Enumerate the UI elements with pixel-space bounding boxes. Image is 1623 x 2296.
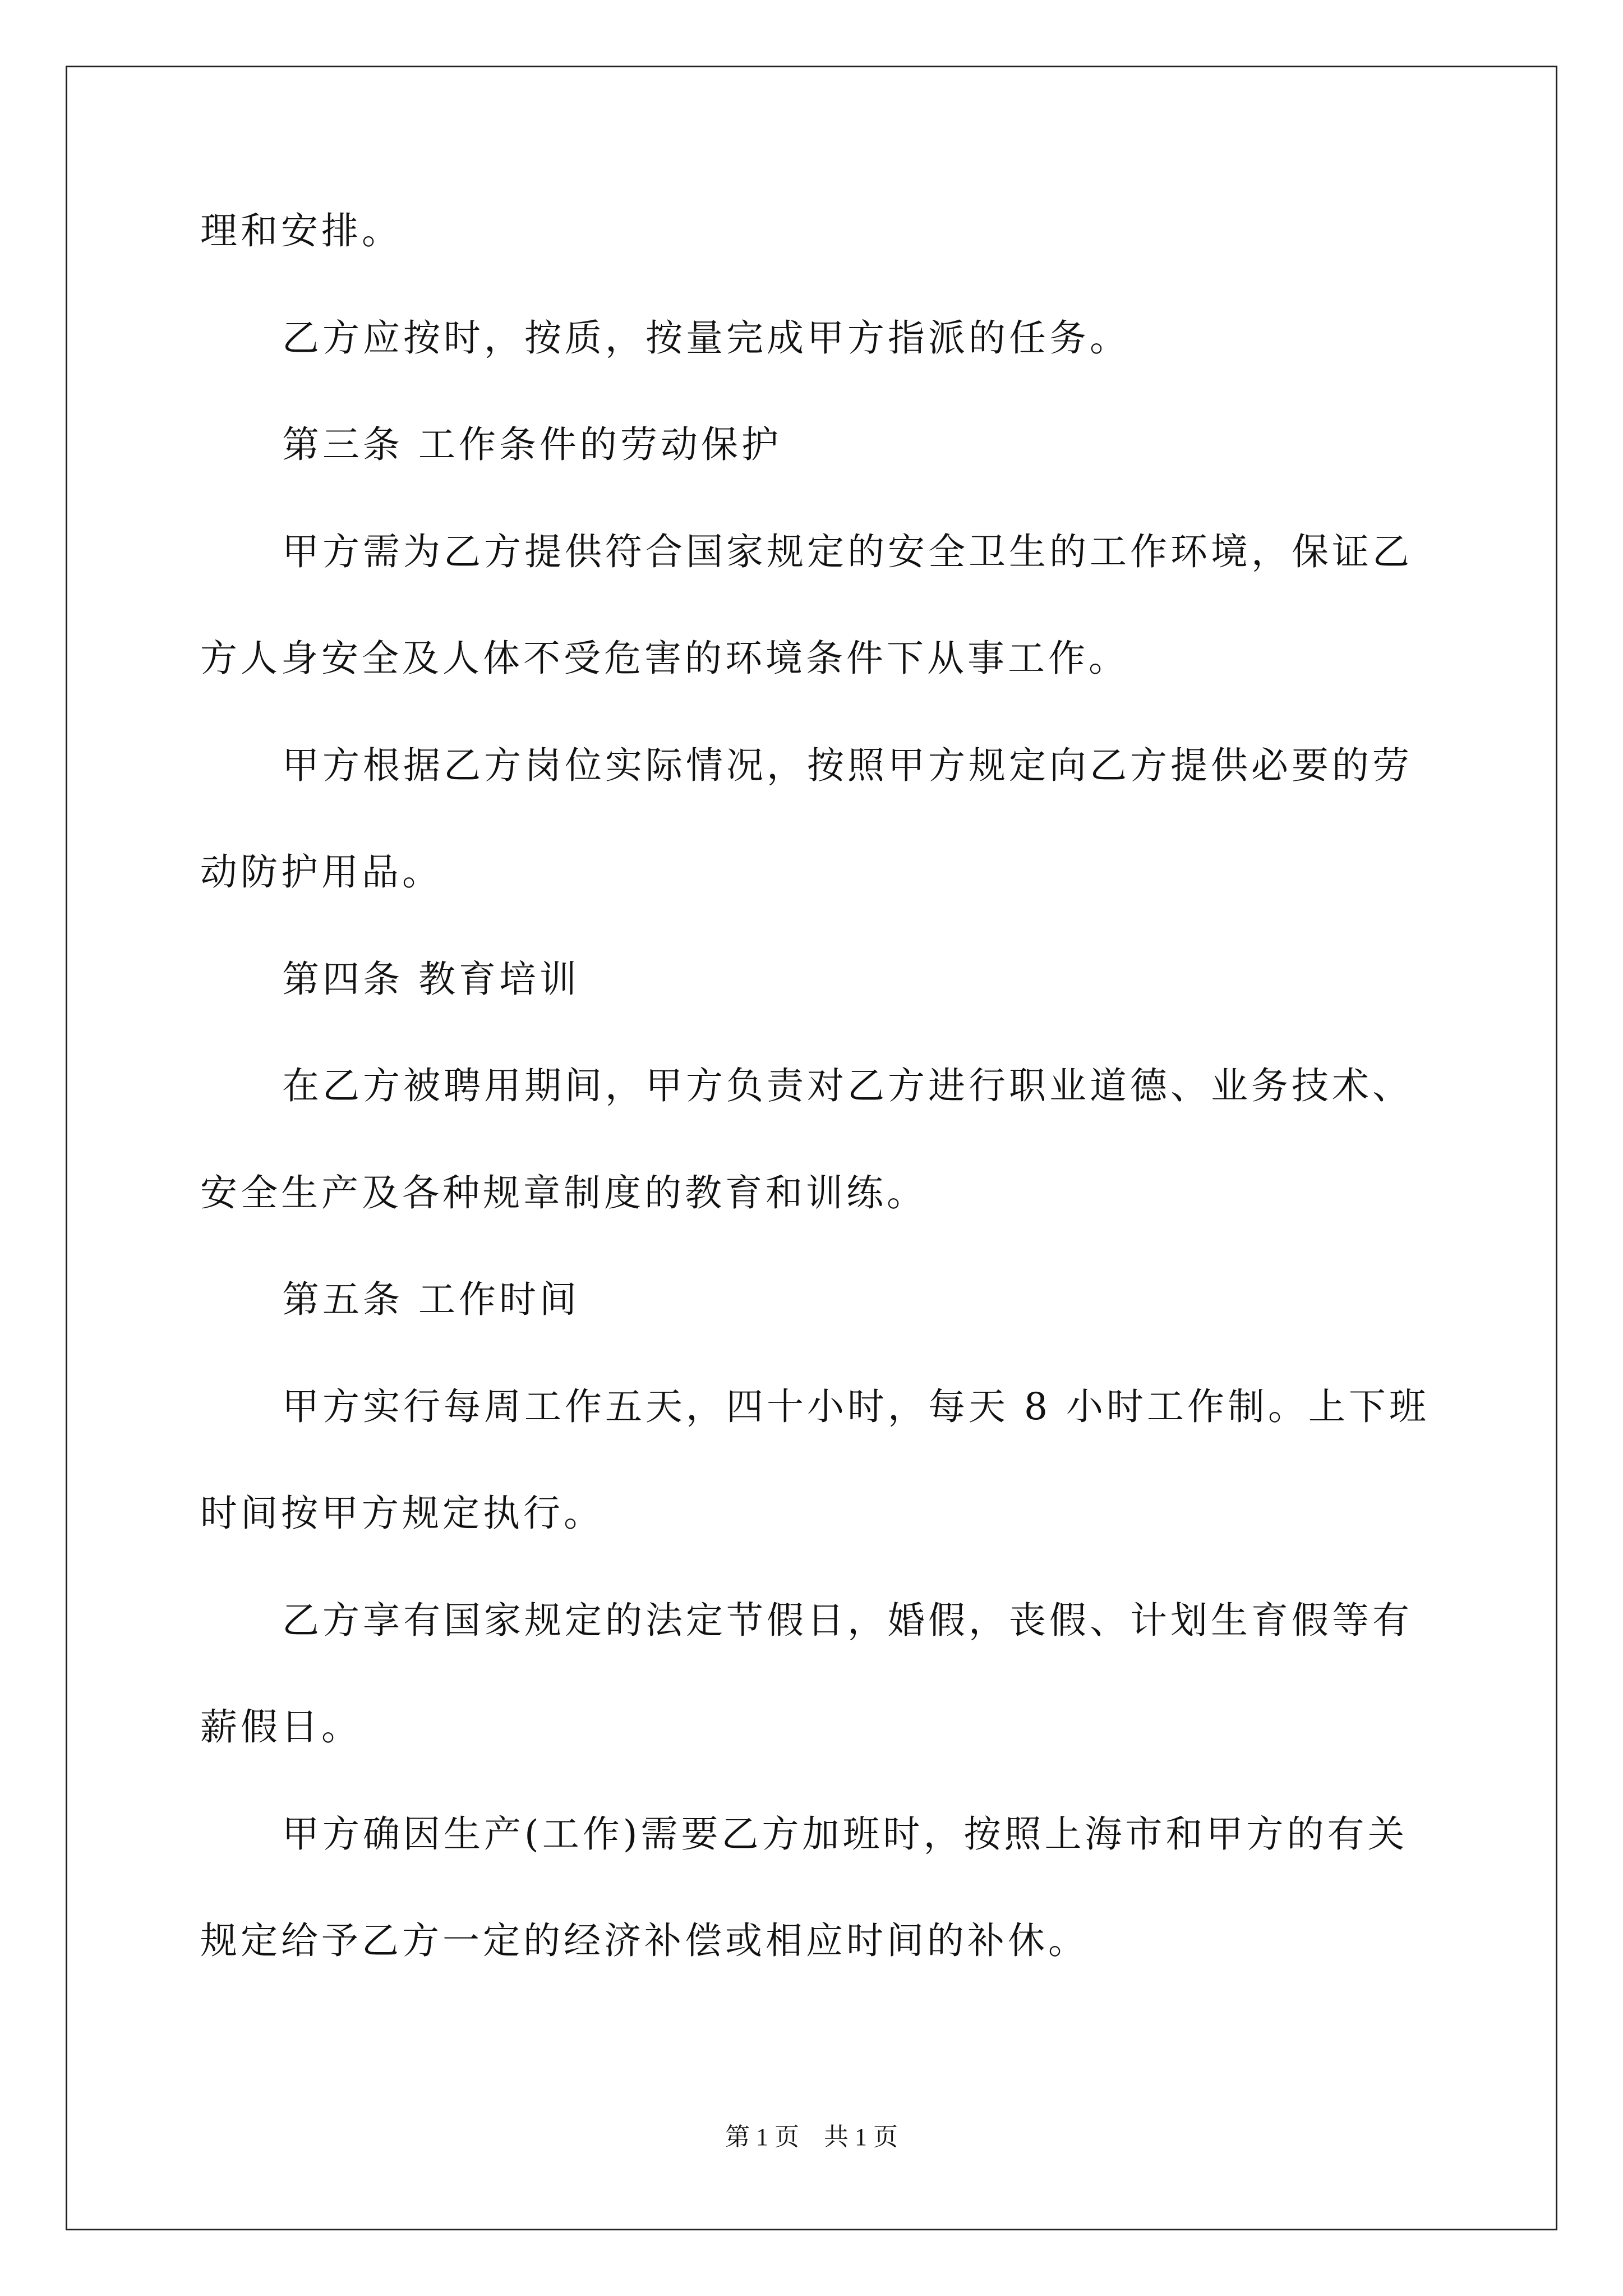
paragraph-line: 甲方需为乙方提供符合国家规定的安全卫生的工作环境，保证乙 (282, 530, 1413, 573)
paragraph-line: 规定给予乙方一定的经济补偿或相应时间的补休。 (200, 1919, 1089, 1962)
paragraph-line: 乙方享有国家规定的法定节假日，婚假，丧假、计划生育假等有 (282, 1599, 1413, 1642)
paragraph-line: 乙方应按时，按质，按量完成甲方指派的任务。 (282, 316, 1130, 360)
paragraph-line: 甲方确因生产(工作)需要乙方加班时，按照上海市和甲方的有关 (282, 1812, 1408, 1856)
paragraph-line: 安全生产及各种规章制度的教育和训练。 (200, 1171, 927, 1214)
paragraph-line: 在乙方被聘用期间，甲方负责对乙方进行职业道德、业务技术、 (282, 1064, 1413, 1107)
paragraph-line: 时间按甲方规定执行。 (200, 1492, 604, 1535)
paragraph-line: 理和安排。 (200, 209, 402, 252)
page-number-footer: 第 1 页 共 1 页 (725, 2123, 898, 2151)
paragraph-line: 甲方实行每周工作五天，四十小时，每天 8 小时工作制。上下班 (282, 1385, 1430, 1428)
paragraph-line: 甲方根据乙方岗位实际情况，按照甲方规定向乙方提供必要的劳 (282, 744, 1413, 787)
paragraph-line: 薪假日。 (200, 1705, 362, 1749)
section-heading: 第四条 教育培训 (282, 958, 580, 1001)
paragraph-line: 方人身安全及人体不受危害的环境条件下从事工作。 (200, 637, 1129, 680)
paragraph-line: 动防护用品。 (200, 850, 442, 894)
page-border (66, 66, 1557, 2230)
section-heading: 第三条 工作条件的劳动保护 (282, 423, 782, 466)
section-heading: 第五条 工作时间 (282, 1278, 580, 1321)
